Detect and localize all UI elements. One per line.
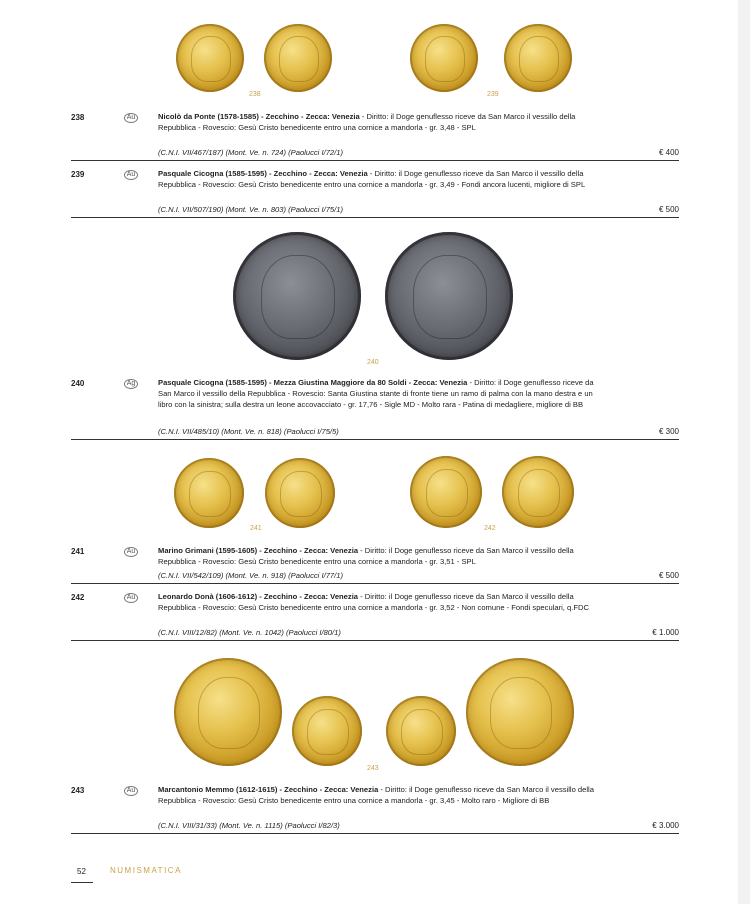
lot-detail: - Diritto: il Doge genuflesso riceve da San Marco il vessillo della Repubblica - Rovescio: Gesù Cristo benedicente entro una cornice a mandorla - gr. 3,51 - SPL <box>158 546 574 566</box>
coin-241-reverse-image <box>265 458 335 528</box>
lot-number: 241 <box>71 547 85 556</box>
lot-detail: - Diritto: il Doge genuflesso riceve da San Marco il vessillo della Repubblica - Rovescio: Gesù Cristo benedicente entro una cornice a mandorla - gr. 3,48 - SPL <box>158 112 576 132</box>
page-number: 52 <box>77 867 86 876</box>
coin-239-obverse-image <box>410 24 478 92</box>
lot-description <box>158 111 596 133</box>
coin-242-reverse-image <box>502 456 574 528</box>
lot-number: 242 <box>71 593 85 602</box>
gold-coin-symbol-icon: Au <box>124 786 138 796</box>
coin-243-small-reverse-image <box>386 696 456 766</box>
lot-description <box>158 545 596 567</box>
footer-rule <box>71 882 93 883</box>
lot-reference: (C.N.I. VII/542/109) (Mont. Ve. n. 918) (Paolucci I/77/1) <box>158 571 344 580</box>
lot-reference: (C.N.I. VIII/31/33) (Mont. Ve. n. 1115) (Paolucci I/82/3) <box>158 821 340 830</box>
lot-title: Nicolò da Ponte (1578-1585) - Zecchino - Zecca: Venezia <box>158 112 360 121</box>
lot-title: Leonardo Donà (1606-1612) - Zecchino - Zecca: Venezia <box>158 592 359 601</box>
coin-238-reverse-image <box>264 24 332 92</box>
lot-number: 238 <box>71 113 85 122</box>
lot-description <box>158 168 596 190</box>
coin-239-reverse-image <box>504 24 572 92</box>
lot-divider <box>71 217 679 218</box>
lot-detail: - Diritto: il Doge genuflesso riceve da San Marco il vessillo della Repubblica - Rovescio: Santa Giustina stante di fronte tiene un ramo di palma con la mano destra e un libro con la sinistra; sulla destra un leone accovacciato - gr. 17,76 - Sigle MD - Molto rara - Patina di medagliere, migliore di BB <box>158 378 594 409</box>
coin-238-obverse-image <box>176 24 244 92</box>
coin-241-obverse-image <box>174 458 244 528</box>
lot-price: € 500 <box>658 571 679 580</box>
lot-reference: (C.N.I. VII/467/187) (Mont. Ve. n. 724) (Paolucci I/72/1) <box>158 148 344 157</box>
lot-price: € 300 <box>658 427 679 436</box>
lot-divider <box>71 160 679 161</box>
lot-number: 239 <box>71 170 85 179</box>
image-label-240: 240 <box>367 359 379 366</box>
image-label-242: 242 <box>484 525 496 532</box>
lot-price: € 3.000 <box>652 821 679 830</box>
image-label-243: 243 <box>367 765 379 772</box>
lot-reference: (C.N.I. VII/507/190) (Mont. Ve. n. 803) (Paolucci I/75/1) <box>158 205 344 214</box>
gold-coin-symbol-icon: Au <box>124 170 138 180</box>
lot-price: € 1.000 <box>652 628 679 637</box>
coin-243-large-reverse-image <box>466 658 574 766</box>
gold-coin-symbol-icon: Au <box>124 547 138 557</box>
lot-divider <box>71 439 679 440</box>
lot-title: Marcantonio Memmo (1612-1615) - Zecchino - Zecca: Venezia <box>158 785 379 794</box>
lot-reference: (C.N.I. VII/485/10) (Mont. Ve. n. 818) (Paolucci I/75/5) <box>158 427 339 436</box>
lot-price: € 400 <box>658 148 679 157</box>
lot-divider <box>71 640 679 641</box>
lot-description <box>158 784 596 806</box>
coin-243-small-obverse-image <box>292 696 362 766</box>
lot-number: 240 <box>71 379 85 388</box>
lot-divider <box>71 583 679 584</box>
lot-reference: (C.N.I. VIII/12/82) (Mont. Ve. n. 1042) (Paolucci I/80/1) <box>158 628 341 637</box>
coin-240-obverse-image <box>233 232 361 360</box>
coin-243-large-obverse-image <box>174 658 282 766</box>
gold-coin-symbol-icon: Au <box>124 593 138 603</box>
image-label-238: 238 <box>249 91 261 98</box>
lot-divider <box>71 833 679 834</box>
silver-coin-symbol-icon: Ag <box>124 379 138 389</box>
gold-coin-symbol-icon: Au <box>124 113 138 123</box>
lot-number: 243 <box>71 786 85 795</box>
lot-detail: - Diritto: il Doge genuflesso riceve da San Marco il vessillo della Repubblica - Rovescio: Gesù Cristo benedicente entro una cornice a mandorla - gr. 3,49 - Fondi ancora lucenti, migliore di SPL <box>158 169 586 189</box>
lot-description <box>158 591 596 613</box>
lot-title: Marino Grimani (1595-1605) - Zecchino - Zecca: Venezia <box>158 546 359 555</box>
lot-title: Pasquale Cicogna (1585-1595) - Mezza Giustina Maggiore da 80 Soldi - Zecca: Venezia <box>158 378 468 387</box>
lot-price: € 500 <box>658 205 679 214</box>
lot-detail: - Diritto: il Doge genuflesso riceve da San Marco il vessillo della Repubblica - Rovescio: Gesù Cristo benedicente entro una cornice a mandorla - gr. 3,45 - Molto raro - Migliore di BB <box>158 785 594 805</box>
page-edge <box>738 0 750 904</box>
lot-title: Pasquale Cicogna (1585-1595) - Zecchino - Zecca: Venezia <box>158 169 368 178</box>
section-title: NUMISMATICA <box>110 866 182 875</box>
coin-240-reverse-image <box>385 232 513 360</box>
coin-242-obverse-image <box>410 456 482 528</box>
image-label-239: 239 <box>487 91 499 98</box>
lot-description <box>158 377 596 410</box>
image-label-241: 241 <box>250 525 262 532</box>
lot-detail: - Diritto: il Doge genuflesso riceve da San Marco il vessillo della Repubblica - Rovescio: Gesù Cristo benedicente entro una cornice a mandorla - gr. 3,52 - Non comune - Fondi speculari, q.FDC <box>158 592 589 612</box>
